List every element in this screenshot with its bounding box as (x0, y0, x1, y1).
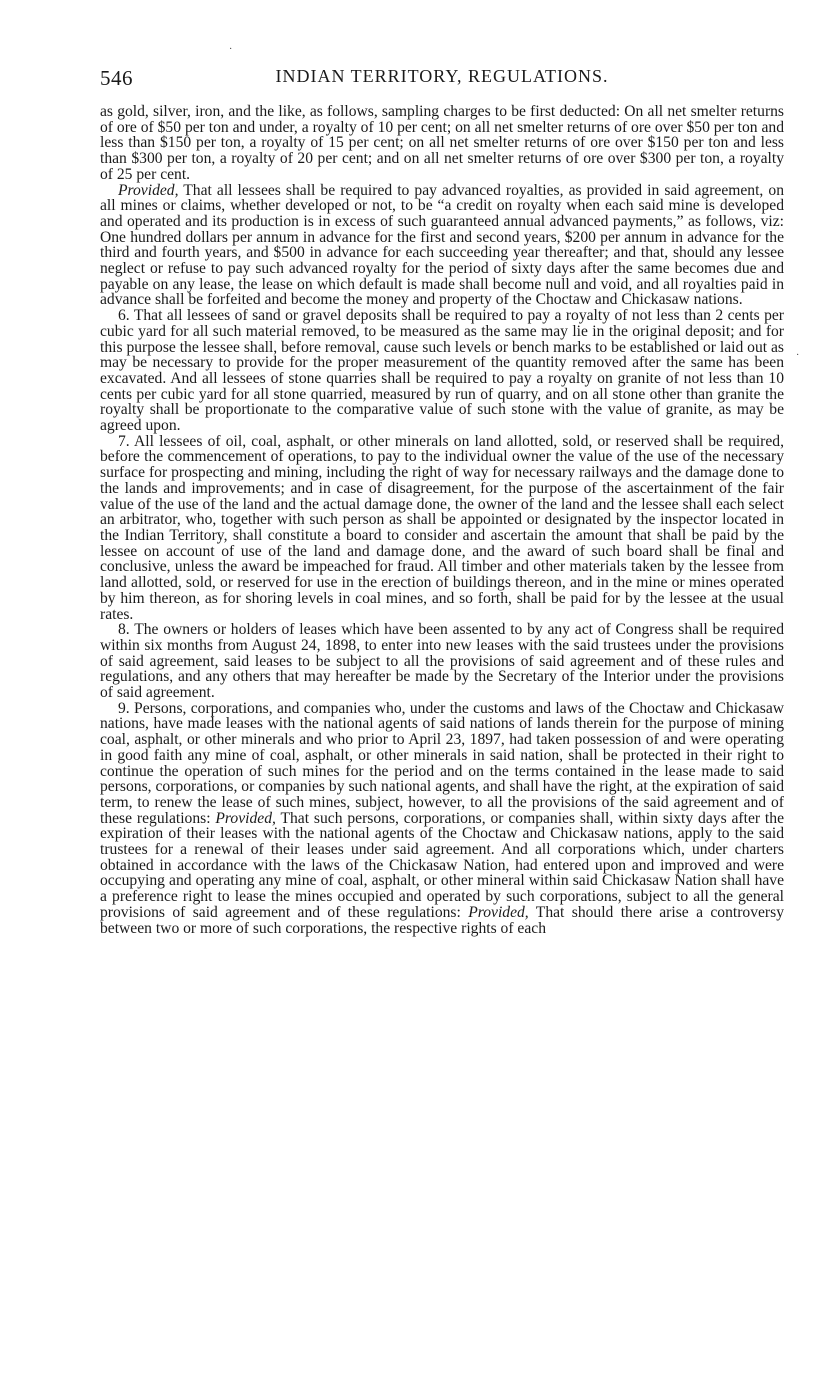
page-number: 546 (100, 66, 133, 90)
stray-mark: · (229, 44, 233, 55)
paragraph-section-7 (100, 434, 784, 622)
running-title: INDIAN TERRITORY, REGULATIONS. (275, 66, 609, 86)
italic-text: Provided, (468, 903, 529, 921)
paragraph-section-6 (100, 308, 784, 434)
text-run: 9. Persons, corporations, and companies who, under the customs and laws of the Choctaw and Chickasaw nations, have made leases with the national agents of said nations of lands therein for the purpose of mining coal, asphalt, or other minerals and who prior to April 23, 1897, had taken possession of and were operating in good faith any mine of coal, asphalt, or other minerals in said nation, shall be protected in their right to continue the operation of such mines for the period and on the terms contained in the lease made to said persons, corporations, or companies by such national agents, and shall have the right, at the expiration of said term, to renew the lease of such mines, subject, however, to all the provisions of the said agreement and of these regulations: (100, 699, 784, 827)
paragraph-section-8 (100, 622, 784, 701)
paragraph-section-9 (100, 701, 784, 937)
paragraph-royalty-rates (100, 104, 784, 183)
text-run: as gold, silver, iron, and the like, as follows, sampling charges to be first deducted: On all net smelter returns of ore of $50 per ton and under, a royalty of 10 per cent; on all net smelter returns of ore over $50 per ton and less than $150 per ton, a royalty of 15 per cent; on all net smelter returns of ore over $150 per ton and less than $300 per ton, a royalty of 20 per cent; and on all net smelter returns of ore over $300 per ton, a royalty of 25 per cent. (100, 103, 784, 183)
text-run: That such persons, corporations, or companies shall, within sixty days after the expiration of their leases with the national agents of the Choctaw and Chickasaw nations, apply to the said trustees for a renewal of their leases under said agreement. And all corporations which, under charters obtained in accordance with the laws of the Chickasaw Nation, had entered upon and improved and were occupying and operating any mine of coal, asphalt, or other mineral within said Chickasaw Nation shall have a preference right to lease the mines occupied and operated by such corporations, subject to all the general provisions of said agreement and of these regulations: (100, 809, 784, 921)
text-run: That all lessees shall be required to pay advanced royalties, as provided in said agreement, on all mines or claims, whether developed or not, to be “a credit on royalty when each said mine is developed and operated and its production is in excess of such guaranteed annual advanced payments,” as follows, viz: One hundred dollars per annum in advance for the first and second years, $200 per annum in advance for the third and fourth years, and $500 in advance for each succeeding year thereafter; and that, should any lessee neglect or refuse to pay such advanced royalty for the period of sixty days after the same becomes due and payable on any lease, the lease on which default is made shall become null and void, and all royalties paid in advance shall be forfeited and become the money and property of the Choctaw and Chickasaw nations. (100, 181, 784, 309)
paragraph-advanced-royalties (100, 183, 784, 309)
italic-text: Provided, (215, 809, 276, 827)
stray-mark: · (796, 350, 800, 361)
page-header (100, 66, 784, 96)
text-run: 7. All lessees of oil, coal, asphalt, or other minerals on land allotted, sold, or reserved shall be required, before the commencement of operations, to pay to the individual owner the value of the use of the necessary surface for prospecting and mining, including the right of way for necessary railways and the damage done to the lands and improvements; and in case of disagreement, for the purpose of the ascertainment of the fair value of the use of the land and the actual damage done, the owner of the land and the lessee shall each select an arbitrator, who, together with such person as shall be appointed or designated by the inspector located in the Indian Territory, shall constitute a board to consider and ascertain the amount that shall be paid by the lessee on account of use of the land and damage done, and the award of such board shall be final and conclusive, unless the award be impeached for fraud. All timber and other materials taken by the lessee from land allotted, sold, or reserved for use in the erection of buildings thereon, and in the mine or mines operated by him thereon, as for shoring levels in coal mines, and so forth, shall be paid for by the lessee at the usual rates. (100, 432, 784, 623)
text-run: That should there arise a controversy between two or more of such corporations, the respective rights of each (100, 903, 784, 937)
italic-text: Provided, (118, 181, 179, 199)
text-run: 8. The owners or holders of leases which have been assented to by any act of Congress shall be required within six months from August 24, 1898, to enter into new leases with the said trustees under the provisions of said agreement, said leases to be subject to all the provisions of said agreement and of these rules and regulations, and any others that may hereafter be made by the Secretary of the Interior under the provisions of said agreement. (100, 621, 784, 702)
text-run: 6. That all lessees of sand or gravel deposits shall be required to pay a royalty of not less than 2 cents per cubic yard for all such material removed, to be measured as the same may lie in the original deposit; and for this purpose the lessee shall, before removal, cause such levels or bench marks to be established or laid out as may be necessary to provide for the proper measurement of the quantity removed after the same has been excavated. And all lessees of stone quarries shall be required to pay a royalty on granite of not less than 10 cents per cubic yard for all stone quarried, measured by run of quarry, and on all stone other than granite the royalty shall be proportionate to the comparative value of such stone with the value of granite, as may be agreed upon. (100, 307, 784, 435)
document-page (100, 66, 784, 936)
